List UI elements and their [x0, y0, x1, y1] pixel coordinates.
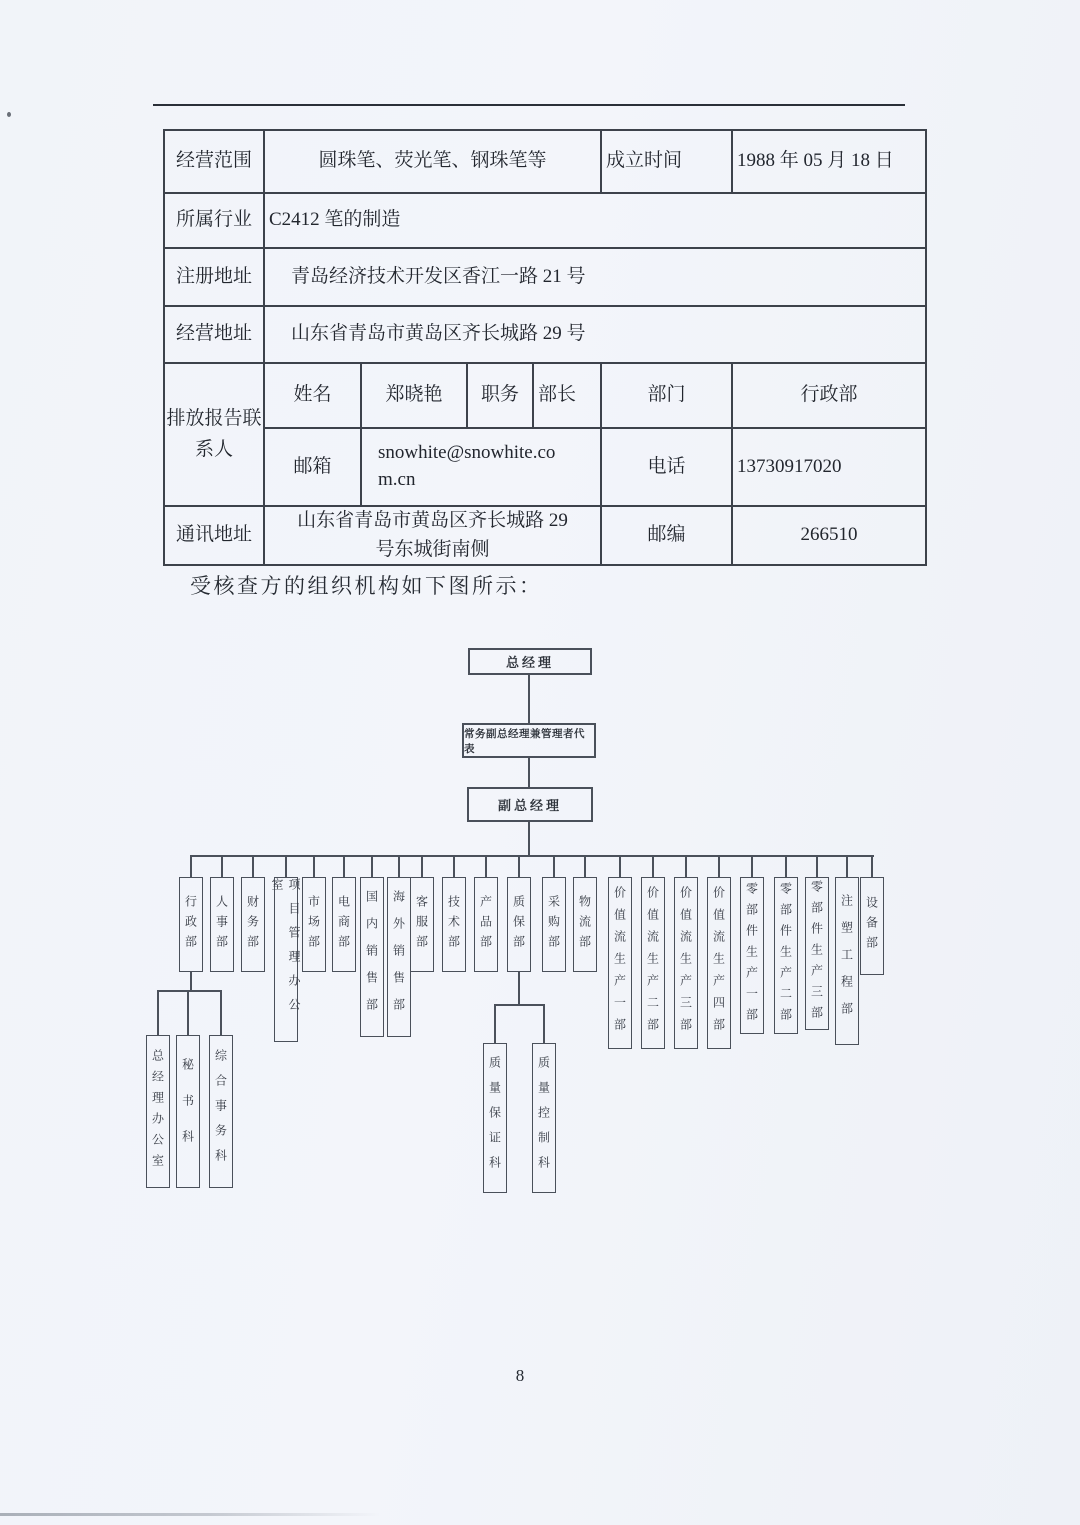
org-dept-box: 物流部: [573, 877, 597, 972]
business-scope-value: 圆珠笔、荧光笔、钢珠笔等: [264, 130, 601, 193]
scan-dot-artifact: [7, 112, 11, 117]
company-info-table: [163, 129, 927, 566]
connector-line: [421, 855, 423, 877]
connector-line: [494, 1004, 496, 1043]
industry-value: C2412 笔的制造: [264, 193, 926, 248]
connector-line: [190, 972, 192, 990]
contact-title-value: 部长: [533, 363, 601, 428]
connector-line: [221, 855, 223, 877]
contact-email-label: 邮箱: [264, 428, 361, 506]
registered-address-label: 注册地址: [164, 248, 264, 306]
org-dept-box: 价值流生产四部: [707, 877, 731, 1049]
org-dept-box: 产品部: [474, 877, 498, 972]
org-node-general-manager: 总经理: [468, 648, 592, 675]
contact-phone-value: 13730917020: [732, 428, 926, 506]
connector-line: [285, 855, 287, 877]
org-dept-box: 客服部: [410, 877, 434, 972]
org-dept-box: 电商部: [332, 877, 356, 972]
connector-line: [453, 855, 455, 877]
connector-line: [528, 822, 530, 855]
industry-label: 所属行业: [164, 193, 264, 248]
page-number: 8: [515, 1366, 525, 1385]
org-sub-box: 秘书科: [176, 1035, 200, 1188]
connector-line: [371, 855, 373, 877]
contact-name-value: 郑晓艳: [361, 363, 467, 428]
connector-line: [543, 1004, 545, 1043]
connector-line: [518, 972, 520, 1004]
connector-line: [652, 855, 654, 877]
connector-line: [528, 675, 530, 723]
report-contact-label: 排放报告联系人: [164, 363, 264, 506]
connector-line: [398, 855, 400, 877]
registered-address-value: 青岛经济技术开发区香江一路 21 号: [264, 248, 926, 306]
org-dept-box: 项目管理办公室: [274, 877, 298, 1042]
org-dept-box: 质保部: [507, 877, 531, 972]
connector-line: [584, 855, 586, 877]
scan-smudge-artifact: [0, 1513, 380, 1516]
connector-line: [191, 855, 874, 857]
org-sub-box: 质量保证科: [483, 1043, 507, 1193]
org-dept-box: 采购部: [542, 877, 566, 972]
mailing-address-label: 通讯地址: [164, 506, 264, 565]
connector-line: [220, 990, 222, 1035]
org-sub-box: 质量控制科: [532, 1043, 556, 1193]
business-address-value: 山东省青岛市黄岛区齐长城路 29 号: [264, 306, 926, 363]
contact-dept-label: 部门: [601, 363, 732, 428]
zip-value: 266510: [732, 506, 926, 565]
connector-line: [553, 855, 555, 877]
connector-line: [619, 855, 621, 877]
org-sub-box: 总经理办公室: [146, 1035, 170, 1188]
org-node-executive-deputy-gm: 常务副总经理兼管理者代表: [462, 723, 596, 758]
business-address-label: 经营地址: [164, 306, 264, 363]
connector-line: [157, 990, 222, 992]
connector-line: [816, 855, 818, 877]
org-dept-box: 零部件生产二部: [774, 877, 798, 1034]
zip-label: 邮编: [601, 506, 732, 565]
org-dept-box: 注塑工程部: [835, 877, 859, 1045]
connector-line: [846, 855, 848, 877]
established-label: 成立时间: [601, 130, 732, 193]
contact-title-label: 职务: [467, 363, 533, 428]
org-dept-box: 市场部: [302, 877, 326, 972]
contact-dept-value: 行政部: [732, 363, 926, 428]
connector-line: [190, 855, 192, 877]
connector-line: [518, 855, 520, 877]
org-sub-box: 综合事务科: [209, 1035, 233, 1188]
org-dept-box: 技术部: [442, 877, 466, 972]
org-dept-box: 零部件生产一部: [740, 877, 764, 1034]
org-dept-box: 价值流生产三部: [674, 877, 698, 1049]
org-dept-box: 财务部: [241, 877, 265, 972]
connector-line: [343, 855, 345, 877]
connector-line: [685, 855, 687, 877]
connector-line: [871, 855, 873, 877]
org-dept-box: 海外销售部: [387, 877, 411, 1037]
org-dept-box: 行政部: [179, 877, 203, 972]
org-dept-box: 价值流生产二部: [641, 877, 665, 1049]
connector-line: [313, 855, 315, 877]
org-dept-box: 人事部: [210, 877, 234, 972]
contact-email-value: snowhite@snowhite.com.cn: [361, 428, 601, 506]
connector-line: [494, 1004, 545, 1006]
connector-line: [718, 855, 720, 877]
org-dept-box: 国内销售部: [360, 877, 384, 1037]
established-value: 1988 年 05 月 18 日: [732, 130, 926, 193]
org-dept-box: 设备部: [860, 877, 884, 975]
connector-line: [187, 990, 189, 1035]
org-dept-box: 价值流生产一部: [608, 877, 632, 1049]
connector-line: [528, 758, 530, 787]
mailing-address-value: 山东省青岛市黄岛区齐长城路 29 号东城街南侧: [264, 506, 601, 565]
org-dept-box: 零部件生产三部: [805, 877, 829, 1030]
org-chart-intro-text: 受核查方的组织机构如下图所示：: [190, 574, 543, 598]
org-node-deputy-gm: 副总经理: [467, 787, 593, 822]
connector-line: [485, 855, 487, 877]
contact-name-label: 姓名: [264, 363, 361, 428]
connector-line: [157, 990, 159, 1035]
connector-line: [252, 855, 254, 877]
contact-phone-label: 电话: [601, 428, 732, 506]
connector-line: [785, 855, 787, 877]
business-scope-label: 经营范围: [164, 130, 264, 193]
header-rule: [153, 104, 905, 106]
connector-line: [751, 855, 753, 877]
